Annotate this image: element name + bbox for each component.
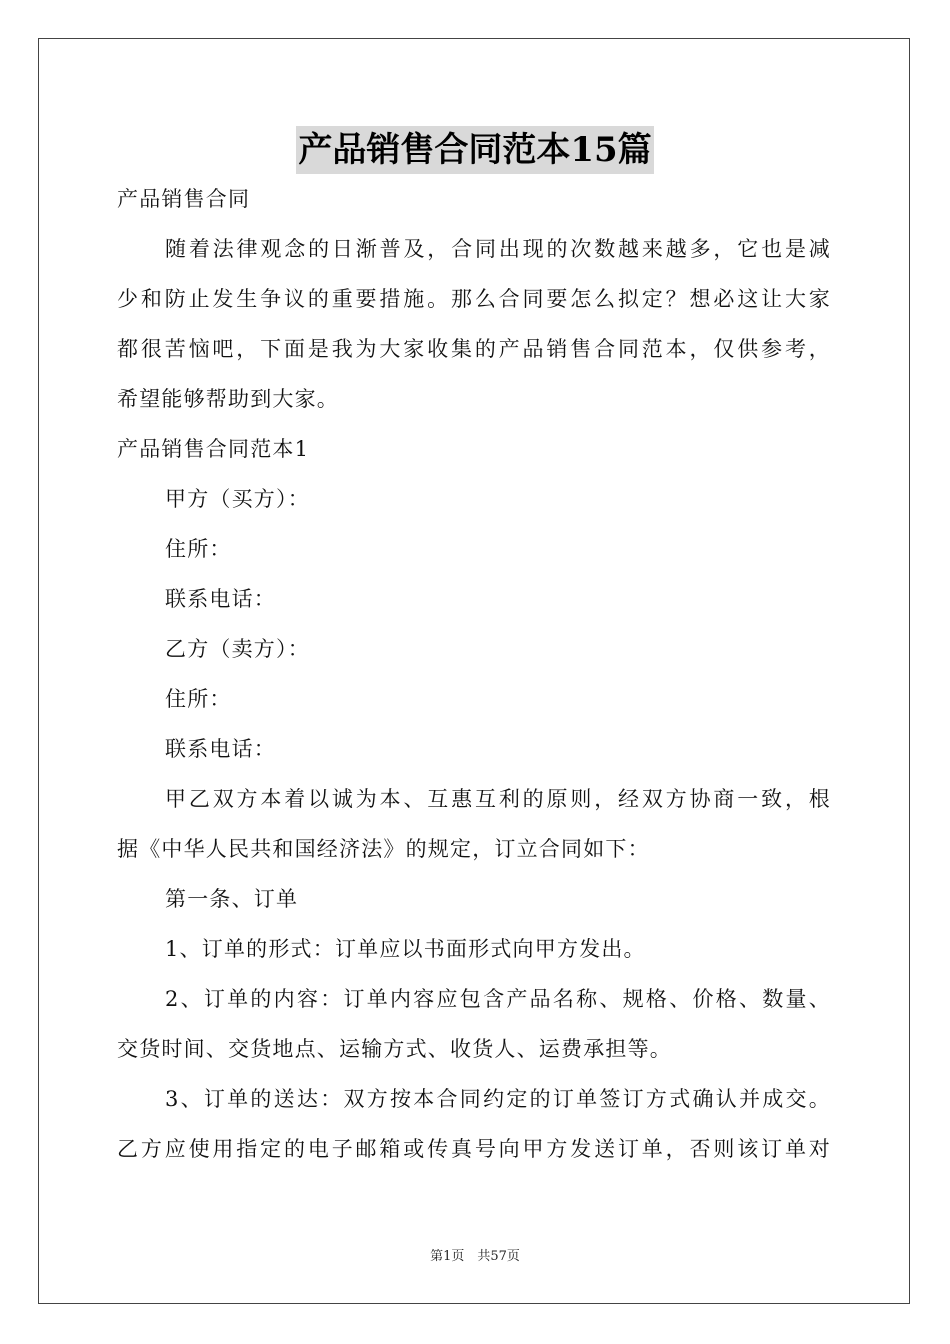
document-title: 产品销售合同范本15篇 [296,126,653,174]
section-heading: 产品销售合同范本1 [117,437,310,461]
paragraph-line: 希望能够帮助到大家。 [117,387,339,411]
paragraph-line: 据《中华人民共和国经济法》的规定，订立合同如下： [117,837,650,861]
clause-line: 2、订单的内容：订单内容应包含产品名称、规格、价格、数量、 [165,987,831,1011]
party-b-phone-label: 联系电话： [165,737,276,761]
party-a-label: 甲方（买方）： [165,487,310,511]
paragraph-line: 都很苦恼吧，下面是我为大家收集的产品销售合同范本，仅供参考， [117,337,831,361]
party-b-address-label: 住所： [165,687,232,711]
party-a-address-label: 住所： [165,537,232,561]
clause-line: 1、订单的形式：订单应以书面形式向甲方发出。 [165,937,646,961]
document-title-wrap [0,126,950,174]
section-heading: 产品销售合同 [117,187,251,211]
paragraph-line: 甲乙双方本着以诚为本、互惠互利的原则，经双方协商一致，根 [165,787,831,811]
page-footer: 第1页 共57页 [430,1249,520,1264]
clause-line: 乙方应使用指定的电子邮箱或传真号向甲方发送订单，否则该订单对 [117,1137,831,1161]
paragraph-line: 随着法律观念的日渐普及，合同出现的次数越来越多，它也是减 [165,237,831,261]
page-border [38,38,910,1304]
article-heading: 第一条、订单 [165,887,299,911]
party-b-label: 乙方（卖方）： [165,637,310,661]
clause-line: 交货时间、交货地点、运输方式、收货人、运费承担等。 [117,1037,672,1061]
paragraph-line: 少和防止发生争议的重要措施。那么合同要怎么拟定？想必这让大家 [117,287,831,311]
clause-line: 3、订单的送达：双方按本合同约定的订单签订方式确认并成交。 [165,1087,831,1111]
party-a-phone-label: 联系电话： [165,587,276,611]
